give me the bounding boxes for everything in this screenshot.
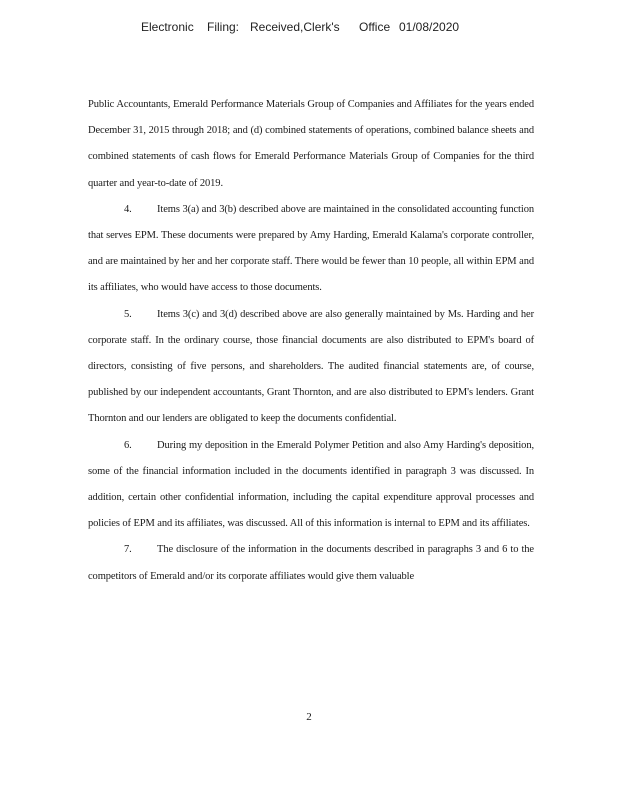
page-number: 2 [306, 711, 312, 723]
header-office: Office [359, 20, 391, 34]
paragraph-4 [88, 197, 534, 302]
paragraph-7 [88, 537, 534, 589]
paragraph-text: The disclosure of the information in the documents described in paragraphs 3 and 6 to the competitors of Emerald and/or its corporate affiliates would give them valuable [88, 544, 534, 582]
header-received: Received,Clerk's [250, 20, 340, 34]
paragraph-text: Public Accountants, Emerald Performance Materials Group of Companies and Affiliates for the years ended December 31, 2015 through 2018; and (d) combined statements of operations, combined balance sheets and combined statements of cash flows for Emerald Performance Materials Group of Companies for the third quarter and year-to-date of 2019. [88, 99, 534, 189]
paragraph-5 [88, 302, 534, 433]
paragraph-3-continuation [88, 92, 534, 197]
header-filing: Filing: [207, 20, 240, 34]
header-date: 01/08/2020 [399, 20, 460, 34]
paragraph-number: 4. [124, 203, 132, 215]
paragraph-6 [88, 433, 534, 538]
paragraph-text: During my deposition in the Emerald Polymer Petition and also Amy Harding's deposition, some of the financial information included in the documents identified in paragraph 3 was discussed. In addition, certain other confidential information, including the capital expenditure approval processes and policies of EPM and its affiliates, was discussed. All of this information is internal to EPM and its affiliates. [88, 439, 534, 530]
paragraph-number: 5. [124, 308, 132, 320]
paragraph-text: Items 3(a) and 3(b) described above are maintained in the consolidated accounting function that serves EPM. These documents were prepared by Amy Harding, Emerald Kalama's corporate controller, and are maintained by her and her corporate staff. There would be fewer than 10 people, all within EPM and its affiliates, who would have access to those documents. [88, 203, 534, 294]
paragraph-number: 7. [124, 544, 132, 556]
paragraph-text: Items 3(c) and 3(d) described above are also generally maintained by Ms. Harding and her corporate staff. In the ordinary course, those financial documents are also distributed to EPM's board of directors, consisting of five persons, and shareholders. The audited financial statements are, of course, published by our independent accountants, Grant Thornton, and are also distributed to EPM's lenders. Grant Thornton and our lenders are obligated to keep the documents confidential. [88, 308, 534, 425]
header-electronic: Electronic [141, 20, 194, 34]
document-body [88, 92, 534, 590]
paragraph-number: 6. [124, 439, 132, 451]
